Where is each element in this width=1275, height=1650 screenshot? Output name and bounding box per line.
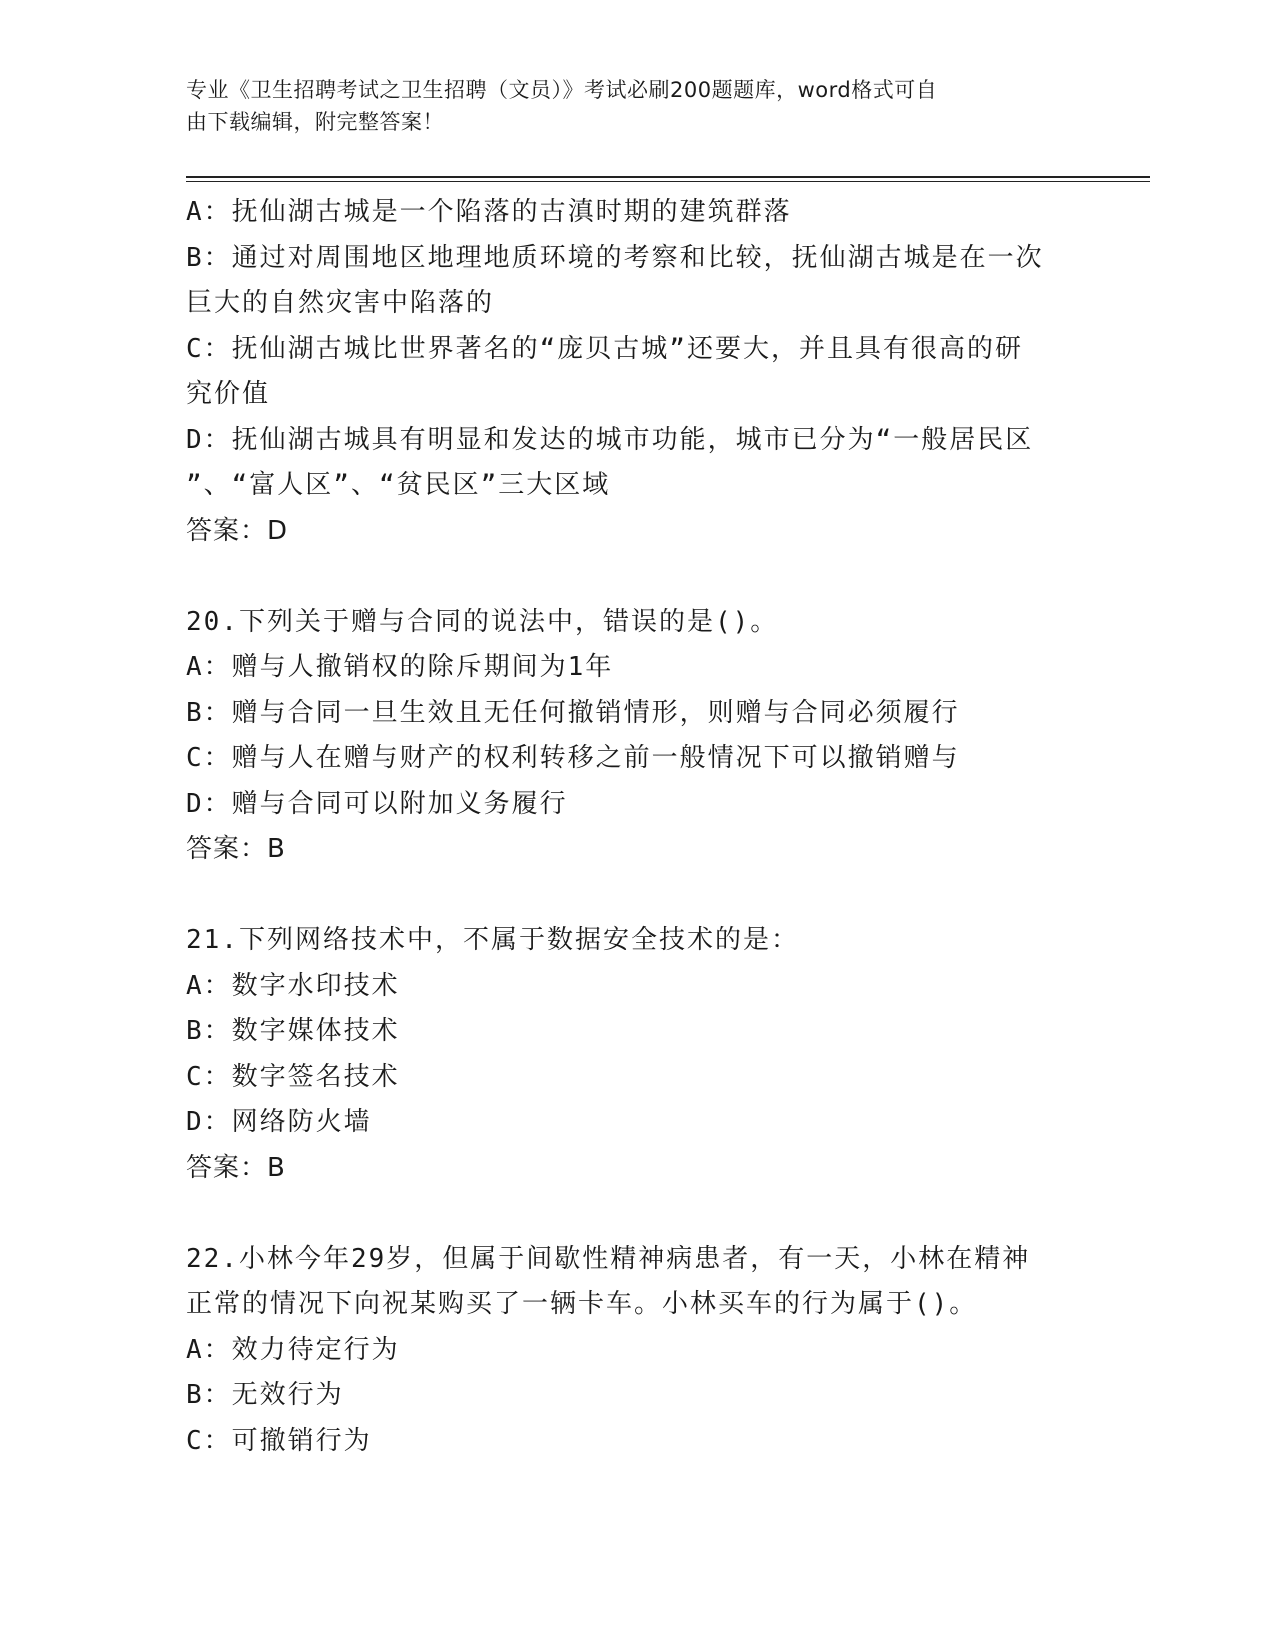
question-20 bbox=[186, 600, 1086, 873]
question-stem: 20.下列关于赠与合同的说法中，错误的是()。 bbox=[186, 606, 779, 637]
page-header bbox=[186, 74, 1066, 138]
option-d-cont: ”、“富人区”、“贫民区”三大区域 bbox=[186, 470, 611, 500]
question-stem-cont: 正常的情况下向祝某购买了一辆卡车。小林买车的行为属于()。 bbox=[186, 1289, 978, 1319]
answer: 答案：B bbox=[186, 834, 286, 864]
option-c-cont: 究价值 bbox=[186, 379, 271, 409]
question-stem: 21.下列网络技术中，不属于数据安全技术的是： bbox=[186, 925, 799, 955]
header-rule-thin bbox=[186, 181, 1150, 182]
option-d: D：抚仙湖古城具有明显和发达的城市功能，城市已分为“一般居民区 bbox=[186, 424, 1034, 455]
header-line-2: 由下载编辑，附完整答案！ bbox=[186, 110, 444, 134]
header-line-1: 专业《卫生招聘考试之卫生招聘（文员）》考试必刷200题题库，word格式可自 bbox=[186, 78, 938, 102]
option-a: A：效力待定行为 bbox=[186, 1334, 400, 1365]
option-c: C：可撤销行为 bbox=[186, 1425, 372, 1456]
question-content bbox=[186, 190, 1086, 1464]
option-d: D：赠与合同可以附加义务履行 bbox=[186, 788, 568, 819]
option-b: B：赠与合同一旦生效且无任何撤销情形，则赠与合同必须履行 bbox=[186, 697, 960, 728]
option-b-cont: 巨大的自然灾害中陷落的 bbox=[186, 288, 495, 318]
header-rule-thick bbox=[186, 176, 1150, 178]
question-21 bbox=[186, 918, 1086, 1191]
option-c: C：抚仙湖古城比世界著名的“庞贝古城”还要大，并且具有很高的研 bbox=[186, 333, 1023, 364]
option-a: A：赠与人撤销权的除斥期间为1年 bbox=[186, 652, 614, 682]
answer: 答案：D bbox=[186, 515, 289, 546]
question-19 bbox=[186, 190, 1086, 554]
option-b: B：通过对周围地区地理地质环境的考察和比较，抚仙湖古城是在一次 bbox=[186, 242, 1044, 273]
question-stem: 22.小林今年29岁，但属于间歇性精神病患者，有一天，小林在精神 bbox=[186, 1243, 1031, 1274]
option-d: D：网络防火墙 bbox=[186, 1107, 372, 1137]
option-a: A：数字水印技术 bbox=[186, 970, 400, 1001]
option-b: B：数字媒体技术 bbox=[186, 1016, 400, 1046]
option-a: A：抚仙湖古城是一个陷落的古滇时期的建筑群落 bbox=[186, 197, 792, 227]
answer: 答案：B bbox=[186, 1152, 286, 1183]
question-22 bbox=[186, 1237, 1086, 1465]
option-c: C：赠与人在赠与财产的权利转移之前一般情况下可以撤销赠与 bbox=[186, 743, 960, 773]
option-c: C：数字签名技术 bbox=[186, 1061, 400, 1092]
option-b: B：无效行为 bbox=[186, 1380, 344, 1410]
